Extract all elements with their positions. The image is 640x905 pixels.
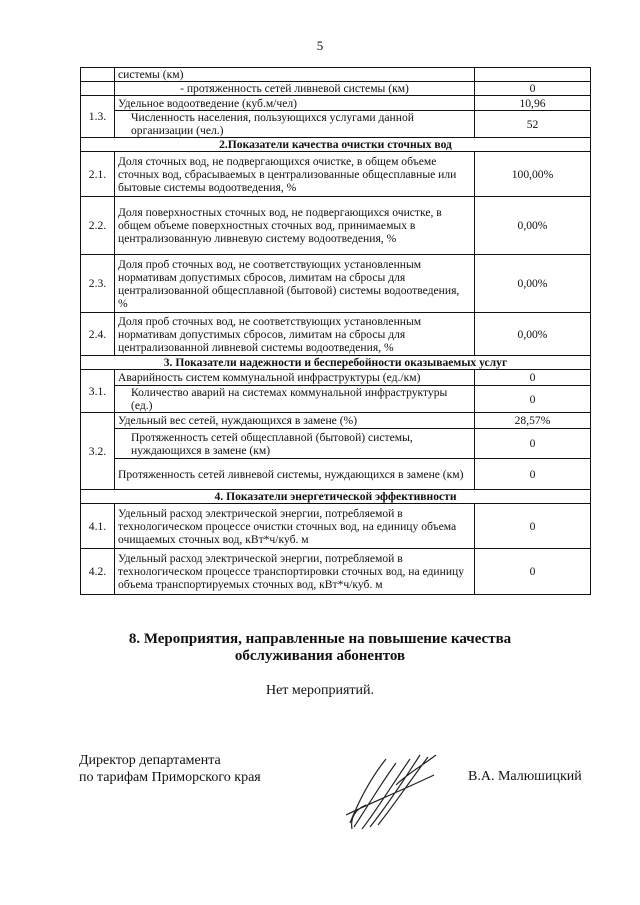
table-row (81, 504, 591, 549)
indicator-name: Удельное водоотведение (куб.м/чел) (115, 96, 475, 111)
table-row (81, 255, 591, 313)
signatory-position-line2: по тарифам Приморского края (79, 770, 261, 785)
indicator-name: Количество аварий на системах коммунальной инфраструктуры (ед.) (115, 386, 475, 413)
table-row (81, 413, 591, 429)
indicator-value: 0 (475, 386, 591, 413)
indicator-value: 0,00% (475, 197, 591, 255)
table-row (81, 96, 591, 111)
table-row (81, 68, 591, 82)
row-number: 4.1. (81, 504, 115, 549)
section-8-heading-line1: 8. Мероприятия, направленные на повышение качества (128, 631, 512, 647)
indicator-name: - протяженность сетей ливневой системы (км) (115, 82, 475, 96)
indicator-value: 0 (475, 82, 591, 96)
indicators-table (80, 67, 591, 595)
indicator-name: Удельный вес сетей, нуждающихся в замене (%) (115, 413, 475, 429)
indicator-name: Удельный расход электрической энергии, потребляемой в технологическом процессе очистки сточных вод, на единицу объема очищаемых сточных вод, кВт*ч/куб. м (115, 504, 475, 549)
table-row (81, 370, 591, 386)
section-title: 4. Показатели энергетической эффективности (81, 490, 591, 504)
table-row (81, 111, 591, 138)
indicator-name: системы (км) (115, 68, 475, 82)
table-row (81, 82, 591, 96)
table-row (81, 549, 591, 595)
row-number: 2.3. (81, 255, 115, 313)
indicator-value: 0 (475, 549, 591, 595)
table-row (81, 429, 591, 459)
no-events-text: Нет мероприятий. (265, 683, 375, 698)
indicator-name: Доля проб сточных вод, не соответствующих установленным нормативам допустимых сбросов, лимитам на сбросы для централизованной ливневой системы водоотведения, % (115, 313, 475, 356)
indicator-name: Протяженность сетей ливневой системы, нуждающихся в замене (км) (115, 459, 475, 490)
signatory-name: В.А. Малюшицкий (468, 769, 582, 784)
row-number: 3.2. (81, 413, 115, 490)
signatory-position (79, 752, 261, 786)
table-row (81, 197, 591, 255)
indicator-value (475, 68, 591, 82)
indicator-name: Удельный расход электрической энергии, потребляемой в технологическом процессе транспортировки сточных вод, на единицу объема транспортируемых сточных вод, кВт*ч/куб. м (115, 549, 475, 595)
section-title: 2.Показатели качества очистки сточных вод (81, 138, 591, 152)
row-number (81, 68, 115, 82)
row-number: 2.1. (81, 152, 115, 197)
handwritten-signature (336, 745, 456, 835)
table-section-row (81, 490, 591, 504)
row-number: 2.2. (81, 197, 115, 255)
indicator-value: 0 (475, 459, 591, 490)
signatory-position-line1: Директор департамента (79, 753, 221, 768)
page-number: 5 (316, 38, 324, 53)
section-8-heading (0, 631, 640, 665)
row-number: 1.3. (81, 96, 115, 138)
indicator-name: Протяженность сетей общесплавной (бытовой) системы, нуждающихся в замене (км) (115, 429, 475, 459)
indicator-value: 0,00% (475, 255, 591, 313)
row-number: 2.4. (81, 313, 115, 356)
indicator-name: Доля сточных вод, не подвергающихся очистке, в общем объеме сточных вод, сбрасываемых в централизованные общесплавные или бытовые системы водоотведения, % (115, 152, 475, 197)
indicator-name: Доля проб сточных вод, не соответствующих установленным нормативам допустимых сбросов, лимитам на сбросы для централизованной общесплавной (бытовой) системы водоотведения, % (115, 255, 475, 313)
section-title: 3. Показатели надежности и бесперебойности оказываемых услуг (81, 356, 591, 370)
indicator-value: 0 (475, 504, 591, 549)
table-row (81, 313, 591, 356)
indicator-value: 0,00% (475, 313, 591, 356)
indicator-value: 100,00% (475, 152, 591, 197)
table-row (81, 459, 591, 490)
indicator-name: Аварийность систем коммунальной инфраструктуры (ед./км) (115, 370, 475, 386)
indicator-name: Численность населения, пользующихся услугами данной организации (чел.) (115, 111, 475, 138)
indicator-value: 10,96 (475, 96, 591, 111)
row-number (81, 82, 115, 96)
table-section-row (81, 138, 591, 152)
row-number: 3.1. (81, 370, 115, 413)
table-section-row (81, 356, 591, 370)
indicator-value: 52 (475, 111, 591, 138)
section-8-heading-line2: обслуживания абонентов (234, 648, 406, 664)
row-number: 4.2. (81, 549, 115, 595)
table-row (81, 152, 591, 197)
indicator-value: 0 (475, 370, 591, 386)
indicator-value: 28,57% (475, 413, 591, 429)
indicator-name: Доля поверхностных сточных вод, не подвергающихся очистке, в общем объеме поверхностных сточных вод, принимаемых в централизованную ливневую систему водоотведения, % (115, 197, 475, 255)
indicator-value: 0 (475, 429, 591, 459)
table-row (81, 386, 591, 413)
